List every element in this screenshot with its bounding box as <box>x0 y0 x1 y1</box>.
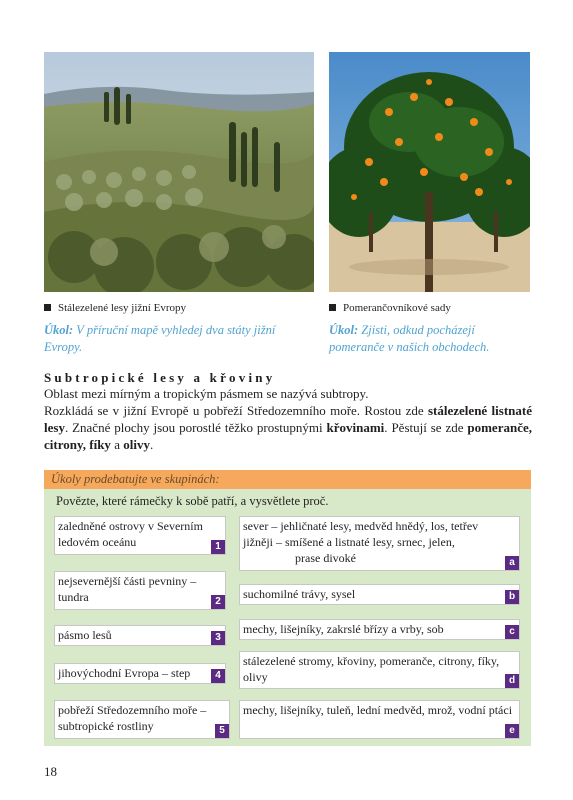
section-heading: Subtropické lesy a křoviny <box>44 370 276 385</box>
card-letter-badge: d <box>505 674 519 688</box>
task-right: Úkol: Zjisti, odkud pocházejí pomeranče v našich obchodech. <box>329 323 490 354</box>
group-exercise-header: Úkoly prodebatujte ve skupinách: <box>44 470 531 489</box>
card-letter-badge: e <box>505 724 519 738</box>
bullet-square-icon <box>329 304 336 311</box>
left-card-2: nejsevernější části pevniny – tundra 2 <box>54 571 226 610</box>
body-text: Oblast mezi mírným a tropickým pásmem se nazývá subtropy. Rozkládá se v jižní Evropě u pobřeží Středozemního moře. Rostou zde stálezelené listnaté lesy. Značné plochy jsou porostlé těžko prostupnými křovinami. Pěstují se zde pomeranče, citrony, fíky a olivy. <box>44 386 532 452</box>
card-number-badge: 2 <box>211 595 225 609</box>
left-card-4: jihovýchodní Evropa – step 4 <box>54 663 226 684</box>
task-left: Úkol: V příruční mapě vyhledej dva státy jižní Evropy. <box>44 323 276 354</box>
card-letter-badge: c <box>505 625 519 639</box>
bullet-square-icon <box>44 304 51 311</box>
right-card-a: sever – jehličnaté lesy, medvěd hnědý, los, tetřev jižněji – smíšené a listnaté lesy, srnec, jelen, prase divoké a <box>239 516 520 571</box>
left-card-5: pobřeží Středozemního moře – subtropické rostliny 5 <box>54 700 230 739</box>
card-number-badge: 1 <box>211 540 225 554</box>
photo-orange-orchard <box>329 52 530 292</box>
card-number-badge: 4 <box>211 669 225 683</box>
right-card-b: suchomilné trávy, sysel b <box>239 584 520 605</box>
card-number-badge: 5 <box>215 724 229 738</box>
group-exercise-instruction: Povězte, které rámečky k sobě patří, a vysvětlete proč. <box>56 494 329 508</box>
right-card-d: stálezelené stromy, křoviny, pomeranče, citrony, fíky, olivy d <box>239 651 520 689</box>
page-number: 18 <box>44 764 57 779</box>
group-exercise-box <box>44 470 531 746</box>
card-number-badge: 3 <box>211 631 225 645</box>
right-card-c: mechy, lišejníky, zakrslé břízy a vrby, sob c <box>239 619 520 640</box>
right-card-e: mechy, lišejníky, tuleň, lední medvěd, mrož, vodní ptáci e <box>239 700 520 739</box>
photo-evergreen-forest <box>44 52 314 292</box>
photo-caption-right: Pomerančovníkové sady <box>329 302 451 314</box>
photo-caption-left: Stálezelené lesy jižní Evropy <box>44 302 186 314</box>
card-letter-badge: b <box>505 590 519 604</box>
left-card-1: zaledněné ostrovy v Severním ledovém oceánu 1 <box>54 516 226 555</box>
left-card-3: pásmo lesů 3 <box>54 625 226 646</box>
card-letter-badge: a <box>505 556 519 570</box>
